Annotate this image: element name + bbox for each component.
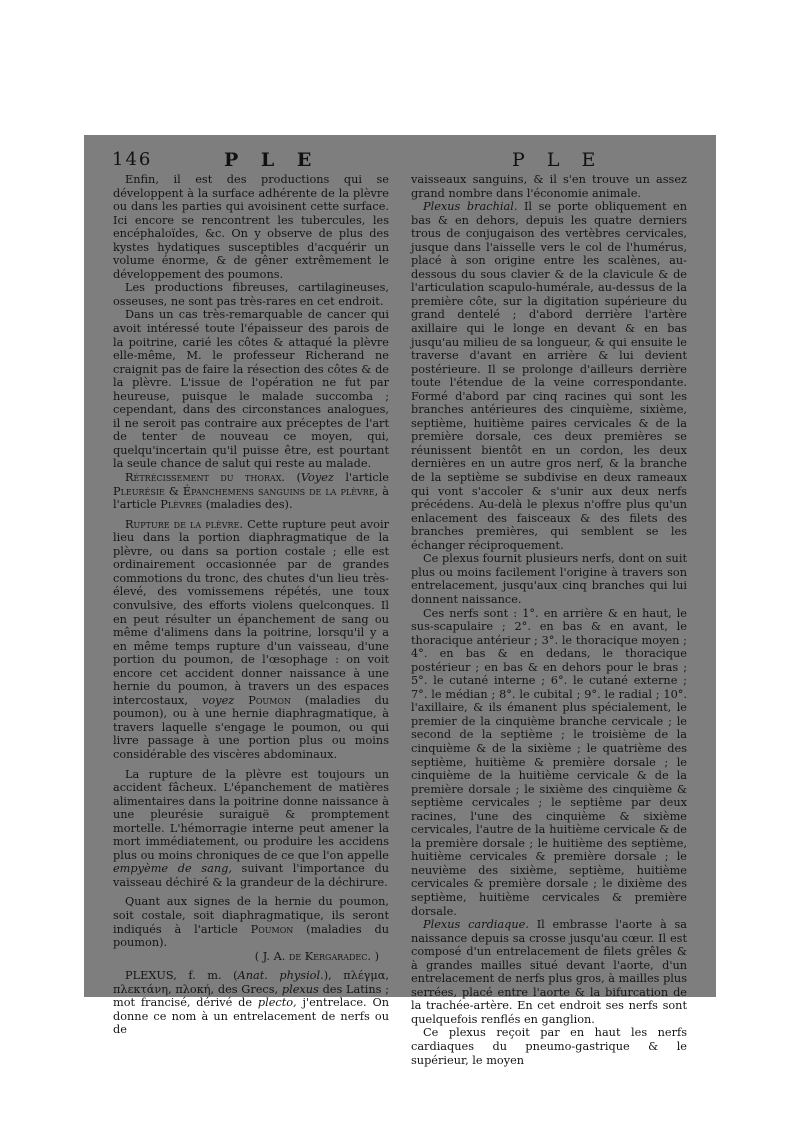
text-run: La rupture de la plèvre est toujours un accident fâcheux. L'épanchement de matières alimentaires dans la poitrine donne naissance à une pleurésie suraiguë & promptement mortelle. L'hémorragie interne peut amener la mort immédiatement, ou produire les accidens plus ou moins chroniques de ce que l'on appelle	[113, 767, 389, 862]
paragraph	[113, 518, 389, 762]
running-head	[84, 143, 716, 173]
cross-reference: Plèvres	[160, 498, 203, 512]
text-run: Cette rupture peut avoir lieu dans la portion diaphragmatique de la plèvre, ou dans sa portion costale ; elle est ordinairement occasionnée par de grandes commotions du tronc, des chutes d'un lieu très-élevé, des vomissemens répétés, une toux convulsive, des efforts violens quelconques. Il en peut résulter un épanchement de sang ou même d'alimens dans la poitrine, lorsqu'il y a en même temps rupture d'un vaisseau, d'une portion du poumon, de l'œsophage : on voit encore cet accident donner naissance à une hernie du poumon, à travers un des espaces intercostaux,	[113, 517, 389, 707]
paragraph: vaisseaux sanguins, & il s'en trouve un assez grand nombre dans l'économie animale.	[411, 173, 687, 200]
italic-term: plexus	[281, 982, 319, 996]
text-run: Quant aux signes de la hernie du poumon, soit costale, soit diaphragmatique, ils seront indiqués à l'article	[113, 895, 389, 936]
text-run: ), πλέγμα, πλεκτάνη, πλοκή, des Grecs,	[113, 969, 389, 996]
voyez-word: voyez	[202, 693, 235, 707]
section-heading: Rétrécissement du thorax.	[125, 471, 285, 485]
text-run: des Latins ; mot francisé, dérivé de	[113, 982, 390, 1010]
running-head-left: P L E	[224, 149, 320, 171]
scanned-page	[84, 135, 716, 1067]
text-run: f. m. (	[176, 969, 238, 983]
cross-reference: Poumon	[234, 693, 291, 707]
paragraph: Ces nerfs sont : 1°. en arrière & en haut, le sus-scapulaire ; 2°. en bas & en avant, le thoracique antérieur ; 3°. le thoracique moyen ; 4°. en bas & en dedans, le thoracique postérieur ; en bas & en dehors pour le bras ; 5°. le cutané interne ; 6°. le cutané externe ; 7°. le médian ; 8°. le cubital ; 9°. le radial ; 10°. l'axillaire, & ils émanent plus spécialement, le premier de la cinquième branche cervicale ; le second de la septième ; le troisième de la cinquième & de la sixième ; le quatrième des septième, huitième & première dorsale ; le cinquième de la huitième cervicale & de la première dorsale ; le sixième des cinquième & septième cervicales ; le septième par deux racines, l'une des cinquième & sixième cervicales, l'autre de la huitième cervicale & de la première dorsale ; le huitième des septième, huitième cervicales & première dorsale ; le neuvième des sixième, septième, huitième cervicales & première dorsale ; le dixième des septième, huitième cervicales & première dorsale.	[411, 606, 687, 918]
voyez-word: Voyez	[300, 471, 334, 485]
paragraph: Les productions fibreuses, cartilagineuses, osseuses, ne sont pas très-rares en cet endroit.	[113, 281, 389, 308]
right-column	[411, 173, 687, 1067]
subsection-heading: Plexus brachial.	[423, 200, 518, 214]
text-run: Il embrasse l'aorte à sa naissance depuis sa crosse jusqu'au cœur. Il est composé d'un entrelacement de filets grêles & à grandes mailles situé devant l'aorte, d'un entrelacement de nerfs plus gros, à mailles plus serrées, placé entre l'aorte & la bifurcation de la trachée-artère. En cet endroit ses nerfs sont quelquefois renflés en ganglion.	[411, 918, 687, 1026]
section-heading: Rupture de la plèvre.	[125, 517, 243, 531]
subsection-heading: Plexus cardiaque.	[423, 918, 529, 932]
paragraph	[411, 918, 687, 1026]
paragraph: Enfin, il est des productions qui se développent à la surface adhérente de la plèvre ou dans les parties qui avoisinent cette surface. Ici encore se rencontrent les tubercules, les encéphaloïdes, &c. On y observe de plus des kystes hydatiques susceptibles d'acquérir un volume énorme, & de gêner extrêmement le développement des poumons.	[113, 173, 389, 281]
italic-term: Anat. physiol.	[237, 969, 324, 983]
italic-term: plecto,	[257, 996, 297, 1010]
cross-reference: Poumon	[250, 922, 294, 936]
paragraph	[113, 895, 389, 949]
running-head-right: P L E	[512, 149, 604, 171]
text-run: (maladies des).	[202, 498, 293, 512]
author-signature: ( J. A. de Kergaradec. )	[254, 949, 379, 963]
text-run: Il se porte obliquement en bas & en dehors, depuis les quatre derniers trous de conjugaison des vertèbres cervicales, jusque dans l'aisselle vers le col de l'humérus, placé à son origine entre les scalènes, au-dessous du sous clavier & de la clavicule & de l'articulation scapulo-humérale, au-dessus de la première côte, sur la digitation supérieure du grand dentelé ; d'abord derrière l'artère axillaire qui le longe en devant & en bas jusqu'au milieu de sa longueur, & qui ensuite le traverse d'avant en arrière & lui devient postérieure. Il se prolonge d'ailleurs derrière toute l'étendue de la veine correspondante. Formé d'abord par cinq racines qui sont les branches antérieures des cinquième, sixième, septième, huitième paires cervicales & de la première dorsale, ces deux premières se réunissent bientôt en un cordon, les deux dernières en un autre gros nerf, & la branche de la septième se subdivise en deux rameaux qui vont s'accoler & s'unir aux deux nerfs précédens. Au-delà le plexus n'offre plus qu'un enlacement des faisceaux & des filets des branches premières, qui semblent se les échanger réciproquement.	[411, 200, 687, 552]
entry-headword: PLEXUS,	[125, 969, 177, 983]
paragraph: Ce plexus fournit plusieurs nerfs, dont on suit plus ou moins facilement l'origine à travers son entrelacement, jusqu'aux cinq branches qui lui donnent naissance.	[411, 552, 687, 606]
text-run: (maladies du poumon), ou à une hernie diaphragmatique, à travers laquelle s'engage le poumon, ou qui livre passage à une portion plus ou moins considérable des viscères abdominaux.	[113, 693, 389, 761]
paragraph: Dans un cas très-remarquable de cancer qui avoit intéressé toute l'épaisseur des parois de la poitrine, carié les côtes & attaqué la plèvre elle-même, M. le professeur Richerand ne craignit pas de faire la résection des côtes & de la plèvre. L'issue de l'opération ne fut par heureuse, puisque le malade succomba ; cependant, dans des circonstances analogues, il ne seroit pas contraire aux préceptes de l'art de tenter de nouveau ce moyen, qui, quelqu'incertain qu'il puisse être, est pourtant la seule chance de salut qui reste au malade.	[113, 308, 389, 471]
paragraph	[113, 768, 389, 890]
left-column	[113, 173, 389, 1037]
paragraph	[411, 200, 687, 552]
italic-term: empyème de sang,	[113, 862, 232, 876]
text-run: (maladies du poumon).	[113, 922, 389, 950]
text-run: à l'article	[113, 484, 389, 512]
cross-reference: Pleurésie & Épanchemens sanguins de la plèvre,	[113, 484, 379, 498]
text-run: l'article	[333, 471, 389, 485]
entry-paragraph	[113, 969, 389, 1037]
text-run: j'entrelace. On donne ce nom à un entrelacement de nerfs ou de	[113, 996, 389, 1037]
text-run: suivant l'importance du vaisseau déchiré & la grandeur de la déchirure.	[113, 862, 389, 889]
page-number: 146	[112, 149, 153, 170]
paragraph: Ce plexus reçoit par en haut les nerfs cardiaques du pneumo-gastrique & le supérieur, le moyen	[411, 1026, 687, 1067]
paragraph: Rétrécissement du thorax. (Voyez l'article Pleurésie & Épanchemens sanguins de la plèvre, à l'article Plèvres (maladies des).	[113, 471, 389, 512]
